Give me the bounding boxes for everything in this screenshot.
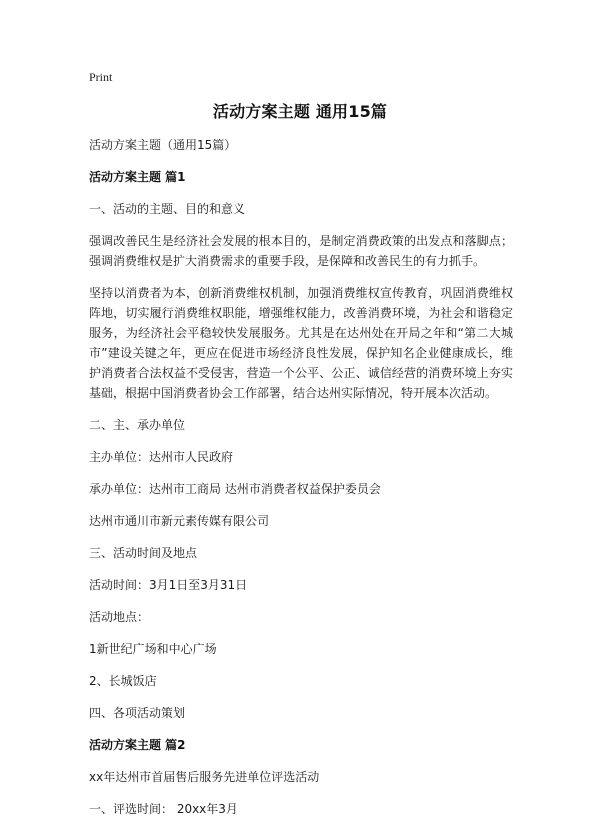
media-company: 达州市通川市新元素传媒有限公司	[89, 514, 270, 528]
paragraph-principles: 坚持以消费者为本，创新消费维权机制，加强消费维权宣传教育，巩固消费维权阵地，切实履行消费维权职能，增强维权能力，改善消费环境，为社会和谐稳定服务，为经济社会平稳较快发展服务。尤其是在达州处在开局之年和“第二大城市”建设关键之年，更应在促进市场经济良性发展，保护知名企业健康成长，维护消费者合法权益不受侵害，营造一个公平、公正、诚信经营的消费环境上夯实基础，根据中国消费者协会工作部署，结合达州实际情况，特开展本次活动。	[89, 286, 513, 400]
page-title: 活动方案主题 通用15篇	[212, 102, 388, 121]
location-item-1: 1新世纪广场和中心广场	[89, 642, 217, 656]
paragraph-purpose: 强调改善民生是经济社会发展的根本目的，是制定消费政策的出发点和落脚点；强调消费维权是扩大消费需求的重要手段，是保障和改善民生的有力抓手。	[89, 234, 513, 268]
subheading-organizers: 二、主、承办单位	[89, 418, 186, 432]
document-body	[89, 135, 513, 831]
section-heading-2: 活动方案主题 篇2	[89, 738, 186, 752]
organizer-unit: 承办单位：达州市工商局 达州市消费者权益保护委员会	[89, 482, 381, 496]
subheading-theme: 一、活动的主题、目的和意义	[89, 202, 246, 216]
event-time: 活动时间：3月1日至3月31日	[89, 578, 248, 592]
section-heading-1: 活动方案主题 篇1	[89, 170, 186, 184]
subheading-activities: 四、各项活动策划	[89, 706, 186, 720]
print-link[interactable]: Print	[89, 70, 113, 84]
event-name: xx年达州市首届售后服务先进单位评选活动	[89, 770, 320, 784]
selection-time: 一、评选时间： 20xx年3月	[89, 802, 238, 816]
host-unit: 主办单位：达州市人民政府	[89, 450, 234, 464]
location-item-2: 2、长城饭店	[89, 674, 157, 688]
event-location-label: 活动地点：	[89, 610, 150, 624]
subheading-time-place: 三、活动时间及地点	[89, 546, 198, 560]
subtitle: 活动方案主题（通用15篇）	[89, 138, 237, 152]
